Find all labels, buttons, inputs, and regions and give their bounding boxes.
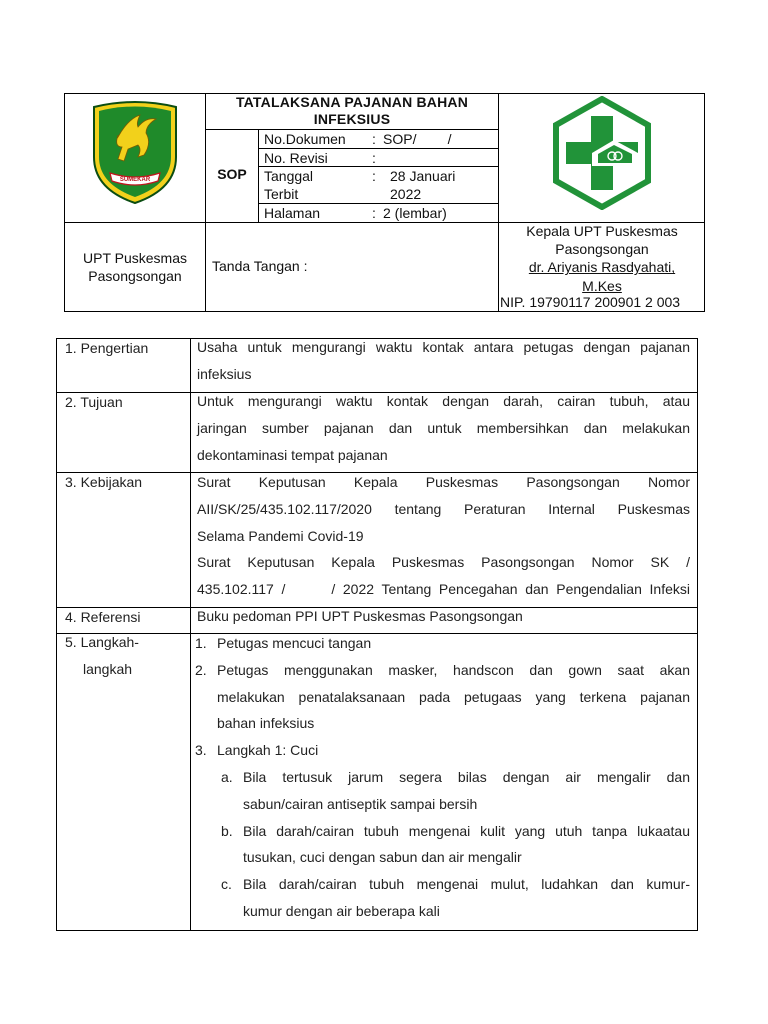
puskesmas-cross-icon [552, 96, 652, 210]
label-langkah: 5. Langkah- langkah [65, 634, 139, 677]
label-pengertian: 1. Pengertian [65, 340, 149, 356]
signature-label: Tanda Tangan : [212, 258, 308, 274]
kebijakan-text: Surat Keputusan Kepala Puskesmas Pasongsongan Nomor AII/SK/25/435.102.117/2020 tentang Peraturan Internal Puskesmas Selama Pandemi Covid-19 Surat Keputusan Kepala Puskesmas Pasongsongan Nomor SK / 435.102.117 / / 2022 Tentang Pencegahan dan Pengendalian Infeksi [197, 474, 690, 598]
step-item: 3. Langkah 1: Cuci [195, 742, 319, 759]
pengertian-text: Usaha untuk mengurangi waktu kontak antara petugas dengan pajanan infeksius [197, 339, 690, 382]
official-position-line1: Kepala UPT Puskesmas [526, 223, 678, 239]
shield-emblem-icon [88, 97, 182, 205]
official-name-line2: M.Kes [582, 277, 622, 294]
official-nip: NIP. 19790117 200901 2 003 [500, 294, 681, 310]
tujuan-text: Untuk mengurangi waktu kontak dengan darah, cairan tubuh, atau jaringan sumber pajanan dan untuk membersihkan dan melakukan dekontaminasi tempat pajanan [197, 393, 690, 463]
referensi-text: Buku pedoman PPI UPT Puskesmas Pasongsongan [197, 608, 523, 624]
label-tujuan: 2. Tujuan [65, 394, 123, 410]
label-referensi: 4. Referensi [65, 609, 141, 625]
step-item: 1. Petugas mencuci tangan [195, 635, 372, 651]
official-block [499, 222, 705, 295]
puskesmas-logo [552, 96, 652, 210]
unit-name: UPT Puskesmas Pasongsongan [83, 250, 187, 284]
logo-banner-text: SUMEKAR [119, 177, 151, 183]
sub-step-item: c. Bila darah/cairan tubuh mengenai mulut, ludahkan dan kumur- kumur dengan air beberapa kali [221, 876, 690, 919]
step-item: 2. Petugas menggunakan masker, handscon dan gown saat akan melakukan penatalaksanaan pada petugaas yang terkena pajanan bahan infeksius [195, 661, 690, 732]
official-position-line2: Pasongsongan [555, 241, 649, 258]
sub-step-item: b. Bila darah/cairan tubuh mengenai kulit yang utuh tanpa lukaatau tusukan, cuci dengan sabun dan air mengalir [221, 822, 690, 866]
langkah-list [193, 630, 690, 925]
label-kebijakan: 3. Kebijakan [65, 474, 143, 490]
official-name-line1: dr. Ariyanis Rasdyahati, [528, 259, 676, 276]
sop-label: SOP [217, 166, 247, 182]
puskesmas-regency-logo [88, 97, 182, 205]
document-title: TATALAKSANA PAJANAN BAHAN INFEKSIUS [235, 94, 469, 127]
sub-step-item: a. Bila tertusuk jarum segera bilas dengan air mengalir dan sabun/cairan antiseptik sampai bersih [221, 768, 690, 812]
